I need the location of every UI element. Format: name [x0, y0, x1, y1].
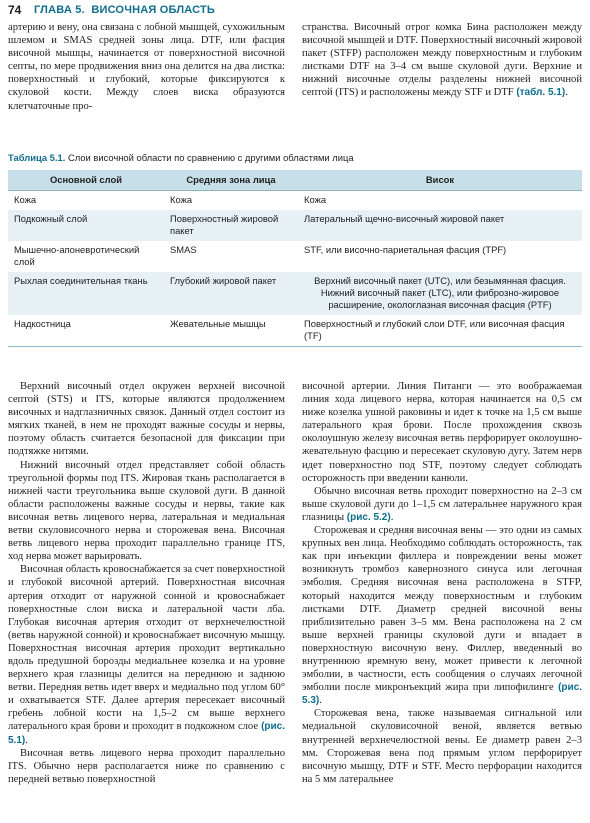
- figure-reference-link[interactable]: (рис. 5.3): [302, 682, 582, 707]
- table-row: [8, 210, 582, 241]
- figure-reference-link[interactable]: (рис. 5.1): [8, 721, 285, 746]
- paragraph: височной артерии. Линия Питанги — это воображаемая линия хода лицевого нерва, которая начинается на 0,5 см ниже козелка ушной раковины и идет к точке на 1,5 см выше латерального края брови. После прохождения сквозь околоушную железу височная ветвь перфорирует околоушно-жевательную фасцию и пересекает скуловую дугу. Затем нерв идет поверхностно под STF, поэтому следует соблюдать осторожность при введении канюли.: [302, 381, 582, 484]
- page-header: [0, 0, 590, 20]
- paragraph: Сторожевая вена, также называемая сигнальной или медиальной скуловисочной веной, является ветвью внутренней верхнечелюстной вены. Ее диаметр равен 2–3 мм. Сторожевая вена под прямым углом перфорирует височную мышцу, DTF и STF. Место перфорации находится на 5 мм латеральнее: [302, 708, 582, 785]
- paragraph-text: Сторожевая и средняя височная вены — это одни из самых крупных вен лица. Необходимо соблюдать осторожность, так как при инъекции филлера и повреждении вены может возникнуть тромбоз кавернозного синуса или легочная эмболия. Средняя височная вена расположена в STFP, который находится между поверхностным и глубоким листками DTF. Диаметр средней височной вены приблизительно равен 3–5 мм. Вена расположена на 2 см выше верхней границы скуловой дуги и впадает в поверхностную височную вену. Филлер, введенный во внутреннюю яремную вену, может привести к легочной эмболии, в частности, есть сообщения о случаях легочной эмболии после микронъекций жира при липофилинге: [302, 525, 582, 694]
- chapter-title: ВИСОЧНАЯ ОБЛАСТЬ: [91, 4, 216, 16]
- paragraph: [302, 21, 582, 100]
- paragraph: Височная ветвь лицевого нерва проходит параллельно ITS. Обычно нерв располагается ниже по сравнению с передней ветвью поверхностной: [8, 747, 285, 785]
- figure-reference-link[interactable]: (рис. 5.2): [346, 511, 391, 523]
- table-cell: Глубокий жировой пакет: [164, 272, 298, 315]
- table-cell: Латеральный щечно-височный жировой пакет: [298, 210, 582, 241]
- paragraph-text: странства. Височный отрог комка Бина расположен между височной мышцей и DTF. Поверхностный височный жировой пакет (STFP) расположен между поверхностным и глубоким листками DTF на 3–4 см выше скуловой дуги. Верхние и нижний височные отделы разделены нижней височной септой (ITS) и расположены между STF и DTF: [302, 22, 582, 99]
- table-row: [8, 241, 582, 272]
- table-header-cell: Основной слой: [8, 170, 164, 191]
- table-cell: Мышечно-апоневротический слой: [14, 244, 140, 267]
- table-row: [8, 191, 582, 211]
- layers-table: [8, 170, 582, 347]
- table-caption-text: Слои височной области по сравнению с другими областями лица: [67, 152, 354, 163]
- table-reference-link[interactable]: (табл. 5.1): [516, 87, 566, 99]
- paragraph: [302, 524, 582, 707]
- table-header-cell: Средняя зона лица: [164, 170, 298, 191]
- table-caption-label: Таблица 5.1.: [8, 152, 66, 163]
- paragraph-end: .: [25, 734, 28, 746]
- table-header-cell: Висок: [298, 170, 582, 191]
- table-cell: Жевательные мышцы: [164, 315, 298, 347]
- table-cell: Рыхлая соединительная ткань: [8, 272, 164, 315]
- table-cell: Поверхностный жировой пакет: [164, 210, 298, 241]
- paragraph: Нижний височный отдел представляет собой область треугольной формы под ITS. Жировая ткань располагается в нижней части треугольника выше скуловой дуги. В данной области расположены важные сосуды и нервы, такие как височная ветвь лицевого нерва, латеральная и медиальная ветви скуловисочного нерва и сторожевая вена. Височная ветвь лицевого нерва проходит параллельно границе ITS, ход нерва может варьировать.: [8, 459, 285, 563]
- chapter-label: ГЛАВА 5.: [34, 4, 85, 16]
- table-cell: Надкостница: [8, 315, 164, 347]
- table-cell: Подкожный слой: [8, 210, 164, 241]
- paragraph-end: .: [390, 511, 394, 523]
- table-cell: Кожа: [14, 194, 37, 205]
- table-row: [8, 272, 582, 315]
- table-cell: Кожа: [304, 194, 327, 205]
- table-header-row: [8, 170, 582, 191]
- paragraph-text: Обычно височная ветвь проходит поверхностно на 2–3 см выше скуловой дуги до 1–1,5 см латеральнее наружного края глазницы: [302, 485, 582, 523]
- table-cell: STF, или височно-париетальная фасция (TPF): [304, 244, 507, 255]
- bottom-left-column: [8, 380, 285, 786]
- table-cell: Поверхностный и глубокий слои DTF, или височная фасция (TF): [298, 315, 582, 347]
- page-number: 74: [8, 3, 22, 17]
- paragraph-end: .: [565, 87, 568, 99]
- paragraph: Верхний височный отдел окружен верхней височной септой (STS) и ITS, которые являются продолжением височных и надглазничных связок. Данный отдел состоит из мягких тканей, в нем не проходят важные сосуды и нервы, поэтому область считается безопасной для фиксации при подтяжке нитями.: [8, 381, 285, 458]
- table-cell: Кожа: [170, 194, 193, 205]
- paragraph: [8, 563, 285, 746]
- top-left-column: [8, 21, 285, 113]
- paragraph-end: .: [319, 695, 322, 707]
- paragraph: артерию и вену, она связана с лобной мышцей, сухожильным шлемом и SMAS средней зоны лица. DTF, или фасция височной мышцы, начинается от поверхностной височной септы, по мере продвижения вниз она делится на два листка: поверхностный и глубокий, которые фиксируются к скуловой кости. Между слоев виска образуются клетчаточные про-: [8, 22, 285, 112]
- table-cell: Верхний височный пакет (UTC), или безымянная фасция. Нижний височный пакет (LTC), или фиброзно-жировое расширение, окологлазная височная фасция (PTF): [298, 272, 582, 315]
- paragraph: [302, 485, 582, 524]
- bottom-right-column: [302, 380, 582, 786]
- chapter-heading: [34, 4, 215, 16]
- paragraph-text: Височная область кровоснабжается за счет поверхностной и глубокой височной артерий. Поверхностная височная артерия отходит от наружной сонной и кровоснабжает поверхностные слои виска и латеральной части лба. Глубокая височная артерия отходит от верхнечелюстной (ветвь наружной сонной) и кровоснабжает височную мышцу. Поверхностная височная артерия проходит вертикально вдоль предушной борозды медиальнее козелка и на уровне верхнего края глазницы делится на переднюю и заднюю ветви. Передняя ветвь идет вверх и медиально под углом 60° и охватывается STF. Далее артерия пересекает височный гребень лобной кости на 1,5–2 см выше верхнего латерального края брови и проходит в подкожном слое: [8, 564, 285, 733]
- table-cell: SMAS: [170, 244, 197, 255]
- top-right-column: [302, 21, 582, 100]
- table-row: [8, 315, 582, 347]
- table-caption: [8, 152, 582, 163]
